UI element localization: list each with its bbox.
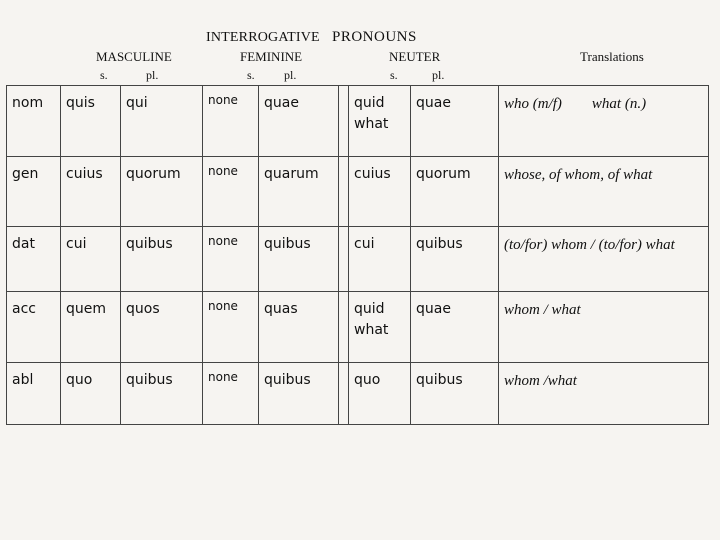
neuter-singular-cell: cuius bbox=[349, 157, 411, 227]
feminine-singular-cell: none bbox=[203, 292, 259, 363]
feminine-singular-cell: none bbox=[203, 363, 259, 425]
masculine-singular-cell: quo bbox=[61, 363, 121, 425]
neuter-plural-cell: quibus bbox=[411, 227, 499, 292]
translation-cell bbox=[499, 86, 709, 157]
column-gap bbox=[339, 157, 349, 227]
case-label: dat bbox=[7, 227, 61, 292]
masculine-singular-cell: cuius bbox=[61, 157, 121, 227]
neuter-plural-cell: quae bbox=[411, 86, 499, 157]
masculine-plural-label: pl. bbox=[146, 68, 159, 82]
neuter-plural-cell: quorum bbox=[411, 157, 499, 227]
masculine-plural-cell: quorum bbox=[121, 157, 203, 227]
column-gap bbox=[339, 86, 349, 157]
feminine-singular-label: s. bbox=[247, 68, 255, 82]
neuter-singular-cell bbox=[349, 86, 411, 157]
neuter-plural-cell: quae bbox=[411, 292, 499, 363]
neuter-singular-label: s. bbox=[390, 68, 398, 82]
group-masculine: MASCULINE bbox=[96, 49, 172, 64]
neuter-singular-form: quid bbox=[354, 95, 385, 111]
title-pronouns: PRONOUNS bbox=[332, 29, 417, 45]
title-interrogative: INTERROGATIVE bbox=[206, 30, 320, 45]
feminine-plural-cell: quarum bbox=[259, 157, 339, 227]
group-translations: Translations bbox=[580, 49, 644, 64]
column-gap bbox=[339, 227, 349, 292]
translation-cell: whom /what bbox=[499, 363, 709, 425]
masculine-singular-cell: quem bbox=[61, 292, 121, 363]
case-label: gen bbox=[7, 157, 61, 227]
neuter-singular-gloss: what bbox=[354, 322, 389, 338]
group-feminine: FEMININE bbox=[240, 49, 303, 64]
translation-text: who (m/f) bbox=[504, 96, 562, 112]
feminine-singular-cell: none bbox=[203, 86, 259, 157]
neuter-singular-gloss: what bbox=[354, 116, 389, 132]
feminine-plural-cell: quae bbox=[259, 86, 339, 157]
case-label: acc bbox=[7, 292, 61, 363]
table-row bbox=[7, 292, 709, 363]
feminine-plural-label: pl. bbox=[284, 68, 297, 82]
neuter-singular-cell: cui bbox=[349, 227, 411, 292]
translation-cell: (to/for) whom / (to/for) what bbox=[499, 227, 709, 292]
column-gap bbox=[339, 292, 349, 363]
column-gap bbox=[339, 363, 349, 425]
neuter-singular-form: quid bbox=[354, 301, 385, 317]
translation-cell: whom / what bbox=[499, 292, 709, 363]
table-row bbox=[7, 363, 709, 425]
case-label: abl bbox=[7, 363, 61, 425]
neuter-plural-label: pl. bbox=[432, 68, 445, 82]
masculine-plural-cell: quos bbox=[121, 292, 203, 363]
masculine-singular-label: s. bbox=[100, 68, 108, 82]
neuter-singular-cell: quo bbox=[349, 363, 411, 425]
pronoun-table bbox=[6, 85, 709, 425]
neuter-plural-cell: quibus bbox=[411, 363, 499, 425]
masculine-plural-cell: qui bbox=[121, 86, 203, 157]
neuter-singular-cell bbox=[349, 292, 411, 363]
case-label: nom bbox=[7, 86, 61, 157]
masculine-singular-cell: cui bbox=[61, 227, 121, 292]
group-neuter: NEUTER bbox=[389, 49, 441, 64]
masculine-singular-cell: quis bbox=[61, 86, 121, 157]
feminine-plural-cell: quas bbox=[259, 292, 339, 363]
translation-text-neuter: what (n.) bbox=[591, 96, 647, 112]
table-row bbox=[7, 227, 709, 292]
feminine-plural-cell: quibus bbox=[259, 363, 339, 425]
feminine-plural-cell: quibus bbox=[259, 227, 339, 292]
table-row bbox=[7, 86, 709, 157]
masculine-plural-cell: quibus bbox=[121, 227, 203, 292]
masculine-plural-cell: quibus bbox=[121, 363, 203, 425]
feminine-singular-cell: none bbox=[203, 157, 259, 227]
table-row bbox=[7, 157, 709, 227]
feminine-singular-cell: none bbox=[203, 227, 259, 292]
translation-cell: whose, of whom, of what bbox=[499, 157, 709, 227]
